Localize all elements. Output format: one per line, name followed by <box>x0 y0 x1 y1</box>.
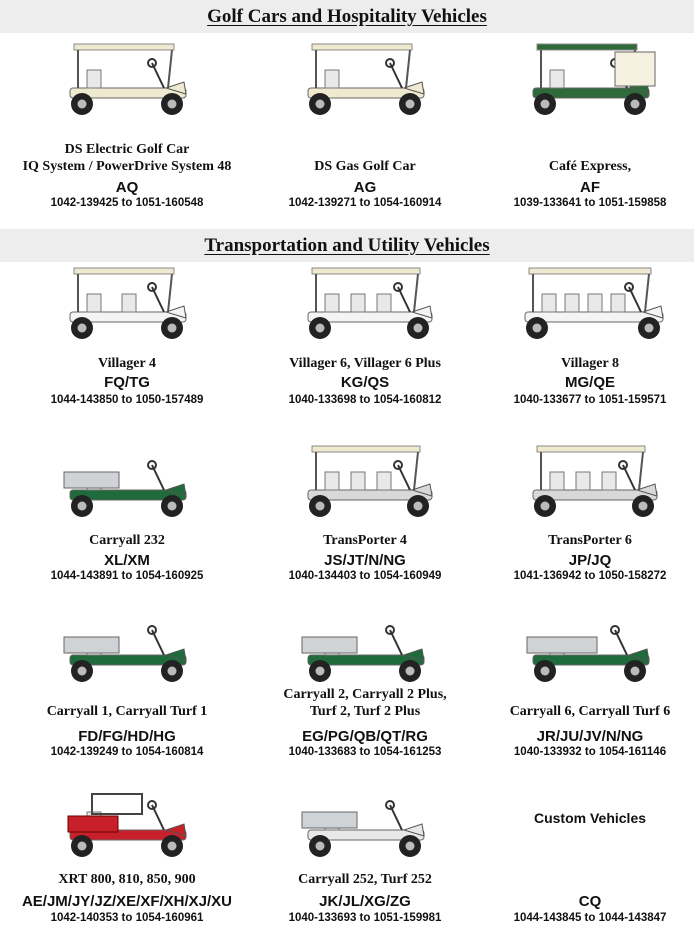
vehicle-name <box>12 871 242 888</box>
section-header-utility <box>0 229 694 262</box>
vehicle-name-line: Turf 2, Turf 2 Plus <box>309 704 421 719</box>
vehicle-image <box>12 262 242 342</box>
vehicle-name-line: Carryall 232 <box>89 533 165 548</box>
serial-range: 1042-139271 to 1054-160914 <box>288 197 442 209</box>
section-title: Transportation and Utility Vehicles <box>204 235 490 256</box>
serial-range: 1040-133683 to 1054-161253 <box>288 746 442 758</box>
vehicle-image <box>250 38 480 118</box>
vehicle-name-line: TransPorter 4 <box>323 533 407 548</box>
vehicle-image <box>250 780 480 860</box>
model-code: KG/QS <box>340 374 390 391</box>
vehicle-image <box>250 262 480 342</box>
vehicle-name-line: Villager 8 <box>561 356 619 371</box>
model-code: EG/PG/QB/QT/RG <box>302 728 428 745</box>
vehicle-image <box>12 38 242 118</box>
vehicle-image <box>475 605 694 685</box>
serial-range: 1042-139249 to 1054-160814 <box>50 746 204 758</box>
serial-range: 1039-133641 to 1051-159858 <box>513 197 667 209</box>
vehicle-name-line: Carryall 252, Turf 252 <box>298 872 432 887</box>
vehicle-name <box>12 532 242 549</box>
vehicle-name-line: Carryall 6, Carryall Turf 6 <box>509 704 671 719</box>
serial-range: 1040-133932 to 1054-161146 <box>513 746 667 758</box>
section-header-golf <box>0 0 694 33</box>
vehicle-name-line: DS Electric Golf Car <box>64 142 190 157</box>
model-code: JS/JT/N/NG <box>324 552 406 569</box>
model-code: JP/JQ <box>568 552 612 569</box>
serial-range: 1044-143891 to 1054-160925 <box>50 570 204 582</box>
vehicle-name-line: Villager 4 <box>98 356 156 371</box>
serial-range: 1040-134403 to 1054-160949 <box>288 570 442 582</box>
serial-range: 1044-143845 to 1044-143847 <box>513 912 667 924</box>
section-title: Golf Cars and Hospitality Vehicles <box>207 6 487 27</box>
vehicle-image <box>475 38 694 118</box>
vehicle-name <box>12 703 242 720</box>
vehicle-name-line: Carryall 2, Carryall 2 Plus, <box>283 687 447 702</box>
vehicle-image <box>12 780 242 860</box>
vehicle-name-line: IQ System / PowerDrive System 48 <box>22 159 232 174</box>
serial-range: 1041-136942 to 1050-158272 <box>513 570 667 582</box>
serial-range: 1040-133677 to 1051-159571 <box>513 394 667 406</box>
model-code: XL/XM <box>104 552 150 569</box>
vehicle-name <box>475 810 694 827</box>
vehicle-name-line: Carryall 1, Carryall Turf 1 <box>46 704 208 719</box>
model-code: CQ <box>578 893 602 910</box>
vehicle-image <box>12 440 242 520</box>
vehicle-image <box>250 440 480 520</box>
vehicle-name <box>475 532 694 549</box>
vehicle-name <box>475 355 694 372</box>
vehicle-name-line: XRT 800, 810, 850, 900 <box>58 872 196 887</box>
model-code: FQ/TG <box>104 374 150 391</box>
vehicle-name <box>250 532 480 549</box>
model-code: AQ <box>115 179 139 196</box>
vehicle-name <box>250 686 480 720</box>
vehicle-name <box>475 158 694 175</box>
vehicle-name <box>12 355 242 372</box>
serial-range: 1042-140353 to 1054-160961 <box>50 912 204 924</box>
serial-range: 1040-133693 to 1051-159981 <box>288 912 442 924</box>
vehicle-name-line: TransPorter 6 <box>548 533 632 548</box>
vehicle-name <box>12 141 242 175</box>
model-code: AG <box>353 179 377 196</box>
serial-range: 1044-143850 to 1050-157489 <box>50 394 204 406</box>
model-code: MG/QE <box>564 374 615 391</box>
vehicle-image <box>475 262 694 342</box>
vehicle-image <box>12 605 242 685</box>
vehicle-name <box>250 871 480 888</box>
vehicle-image <box>475 440 694 520</box>
serial-range: 1040-133698 to 1054-160812 <box>288 394 442 406</box>
vehicle-image <box>250 605 480 685</box>
model-code: AF <box>580 179 600 196</box>
vehicle-name <box>475 703 694 720</box>
model-code: AE/JM/JY/JZ/XE/XF/XH/XJ/XU <box>21 893 233 910</box>
vehicle-name <box>250 355 480 372</box>
vehicle-name-line: DS Gas Golf Car <box>314 159 416 174</box>
serial-range: 1042-139425 to 1051-160548 <box>50 197 204 209</box>
vehicle-name-line: Custom Vehicles <box>533 810 647 826</box>
vehicle-name <box>250 158 480 175</box>
model-code: JR/JU/JV/N/NG <box>536 728 644 745</box>
model-code: FD/FG/HD/HG <box>78 728 176 745</box>
model-code: JK/JL/XG/ZG <box>319 893 411 910</box>
vehicle-name-line: Café Express, <box>548 159 632 174</box>
vehicle-name-line: Villager 6, Villager 6 Plus <box>289 356 441 371</box>
